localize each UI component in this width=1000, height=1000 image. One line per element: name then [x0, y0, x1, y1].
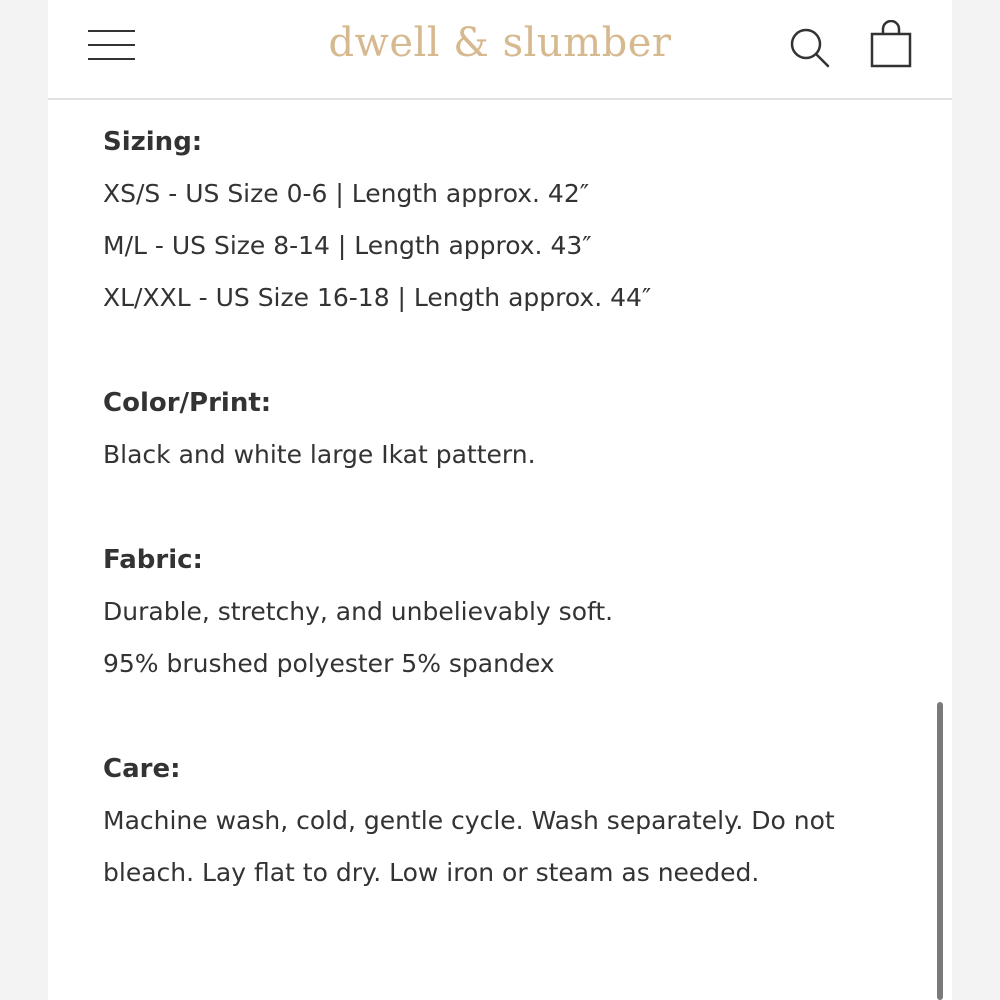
sizing-section: [103, 116, 923, 324]
product-page: [48, 0, 952, 1000]
sizing-line: XL/XXL - US Size 16-18 | Length approx. 44″: [103, 283, 652, 312]
sizing-line: M/L - US Size 8-14 | Length approx. 43″: [103, 231, 592, 260]
color-print-heading: Color/Print:: [103, 388, 272, 418]
fabric-section: [103, 534, 923, 690]
hamburger-menu-icon[interactable]: [88, 28, 135, 62]
care-section: [103, 743, 923, 899]
care-heading: Care:: [103, 754, 181, 784]
sizing-line: XS/S - US Size 0-6 | Length approx. 42″: [103, 179, 590, 208]
site-logo: dwell & slumber: [328, 20, 672, 66]
scrollbar-thumb[interactable]: [937, 702, 943, 1000]
site-header: [48, 0, 952, 100]
shopping-bag-icon[interactable]: [868, 20, 914, 70]
fabric-line: 95% brushed polyester 5% spandex: [103, 649, 555, 678]
fabric-heading: Fabric:: [103, 545, 203, 575]
product-details: [103, 116, 923, 952]
fabric-line: Durable, stretchy, and unbelievably soft.: [103, 597, 614, 626]
search-icon[interactable]: [788, 26, 832, 70]
color-print-line: Black and white large Ikat pattern.: [103, 440, 536, 469]
sizing-heading: Sizing:: [103, 127, 203, 157]
color-print-section: [103, 377, 923, 481]
care-text: Machine wash, cold, gentle cycle. Wash separately. Do not bleach. Lay flat to dry. Low iron or steam as needed.: [103, 806, 835, 887]
